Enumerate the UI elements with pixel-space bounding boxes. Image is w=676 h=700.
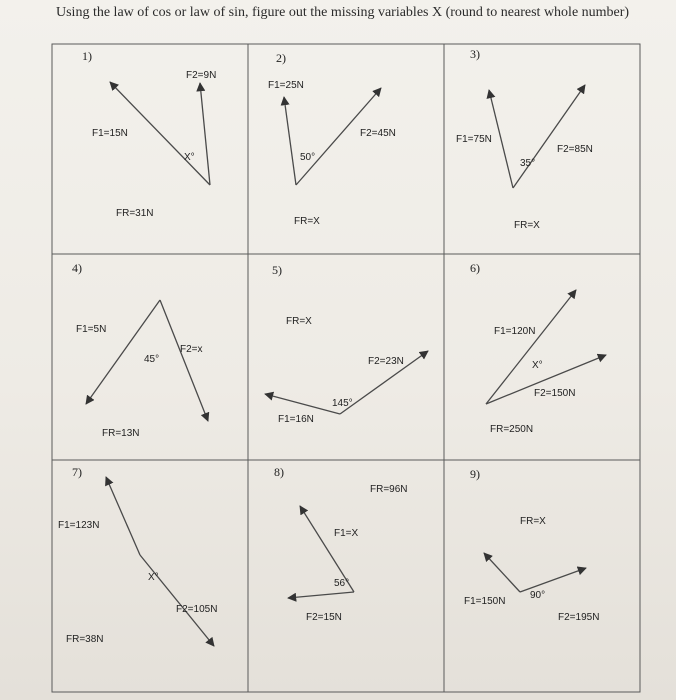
problem-4-vector-f1 [86, 300, 160, 404]
problem-7-f1-label: F1=123N [58, 520, 100, 531]
problem-2-f2-label: F2=45N [360, 128, 396, 139]
problem-4-angle-label: 45° [144, 354, 160, 365]
problem-2-angle-label: 50° [300, 152, 316, 163]
problem-6-f1-label: F1=120N [494, 326, 536, 337]
problem-7-number: 7) [72, 465, 82, 479]
worksheet-instructions: Using the law of cos or law of sin, figure out the missing variables X (round to nearest whole number) [56, 5, 630, 20]
problem-3-fr-label: FR=X [514, 220, 540, 231]
problem-8-angle-label: 56° [334, 578, 350, 589]
problem-8-vector-f2 [288, 592, 354, 598]
problem-2-fr-label: FR=X [294, 216, 320, 227]
problem-5 [265, 263, 428, 425]
problem-1-vector-f2 [200, 83, 210, 185]
problem-4-f1-label: F1=5N [76, 324, 107, 335]
problem-6-fr-label: FR=250N [490, 424, 534, 435]
problem-9-vector-f2 [520, 568, 586, 592]
problem-1-angle-label: X° [184, 152, 195, 163]
problem-9 [464, 467, 599, 623]
problem-8-fr-label: FR=96N [370, 484, 408, 495]
problem-6-vector-f1 [486, 290, 576, 404]
problem-5-f1-label: F1=16N [278, 414, 314, 425]
problem-6-angle-label: X° [532, 360, 543, 371]
problem-9-fr-label: FR=X [520, 516, 546, 527]
problem-1-f2-label: F2=9N [186, 70, 217, 81]
problem-4-number: 4) [72, 261, 82, 275]
problem-9-vector-f1 [484, 553, 520, 592]
problem-4-fr-label: FR=13N [102, 428, 140, 439]
problem-2-vector-f1 [284, 97, 296, 185]
problem-7-vector-f1 [106, 477, 140, 555]
problem-6 [470, 261, 606, 435]
problem-7 [58, 465, 217, 646]
problem-6-f2-label: F2=150N [534, 388, 576, 399]
problem-9-f1-label: F1=150N [464, 596, 506, 607]
problem-3-vector-f2 [513, 85, 585, 188]
problem-2-number: 2) [276, 51, 286, 65]
problem-8-f2-label: F2=15N [306, 612, 342, 623]
problem-7-angle-label: X° [148, 572, 159, 583]
problem-9-angle-label: 90° [530, 590, 546, 601]
problem-8-number: 8) [274, 465, 284, 479]
problem-5-fr-label: FR=X [286, 316, 312, 327]
problem-3-angle-label: 35° [520, 158, 536, 169]
problem-5-number: 5) [272, 263, 282, 277]
problem-6-number: 6) [470, 261, 480, 275]
problem-5-f2-label: F2=23N [368, 356, 404, 367]
problem-3-f2-label: F2=85N [557, 144, 593, 155]
problem-1-f1-label: F1=15N [92, 128, 128, 139]
problem-4-vector-f2 [160, 300, 208, 421]
problem-5-angle-label: 145° [332, 398, 353, 409]
problem-3 [456, 47, 593, 231]
problem-1-number: 1) [82, 49, 92, 63]
problem-9-f2-label: F2=195N [558, 612, 600, 623]
problem-5-vector-f1 [265, 394, 340, 414]
problem-2 [268, 51, 396, 227]
problem-1-fr-label: FR=31N [116, 208, 154, 219]
problem-2-f1-label: F1=25N [268, 80, 304, 91]
problem-3-f1-label: F1=75N [456, 134, 492, 145]
problem-7-f2-label: F2=105N [176, 604, 218, 615]
problem-3-number: 3) [470, 47, 480, 61]
problem-3-vector-f1 [489, 90, 513, 188]
problem-7-fr-label: FR=38N [66, 634, 104, 645]
problem-8 [274, 465, 408, 623]
grid-lines [52, 44, 640, 692]
problem-4 [72, 261, 208, 439]
problem-7-vector-f2 [140, 555, 214, 646]
problem-9-number: 9) [470, 467, 480, 481]
problem-1 [82, 49, 216, 219]
problem-4-f2-label: F2=x [180, 344, 203, 355]
problem-8-f1-label: F1=X [334, 528, 359, 539]
